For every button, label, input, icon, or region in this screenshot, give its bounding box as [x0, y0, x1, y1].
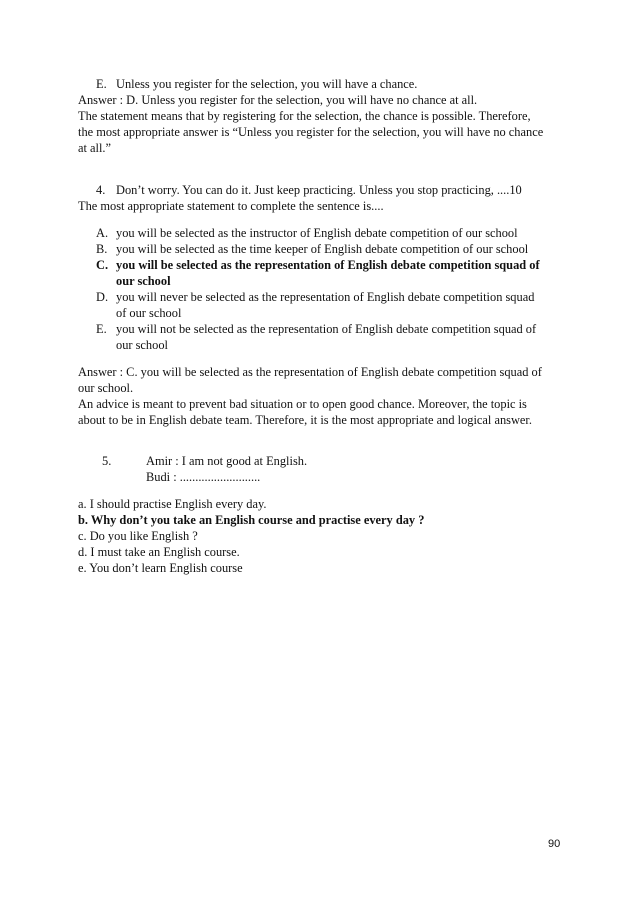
- q3-option-e-letter: E.: [96, 77, 107, 91]
- q5-option: a. I should practise English every day.: [78, 497, 267, 511]
- q3-option-e-text: Unless you register for the selection, you will have a chance.: [116, 77, 418, 91]
- q4-option-text: you will be selected as the instructor of English debate competition of our school: [116, 226, 518, 240]
- q4-number: 4.: [96, 183, 106, 197]
- q4-option-text: our school: [116, 338, 168, 352]
- q3-explanation-line: at all.”: [78, 141, 112, 155]
- q5-number: 5.: [102, 454, 112, 468]
- q3-answer: Answer : D. Unless you register for the selection, you will have no chance at all.: [78, 93, 478, 107]
- q4-stem: Don’t worry. You can do it. Just keep practicing. Unless you stop practicing, ....10: [116, 183, 522, 197]
- q4-option-text: of our school: [116, 306, 182, 320]
- q4-option-text: you will be selected as the time keeper of English debate competition of our school: [116, 242, 529, 256]
- q4-option-letter: A.: [96, 226, 109, 240]
- q4-option-text: you will never be selected as the representation of English debate competition squad: [116, 290, 535, 304]
- q4-option-letter: E.: [96, 322, 107, 336]
- q5-dialog-line: Budi : ..........................: [146, 470, 261, 484]
- page-number: 90: [548, 838, 561, 850]
- q5-option: c. Do you like English ?: [78, 529, 198, 543]
- q4-option-text-correct: our school: [116, 274, 171, 288]
- q4-answer: Answer : C. you will be selected as the representation of English debate competition squad of: [78, 365, 542, 379]
- q4-explanation-line: An advice is meant to prevent bad situation or to open good chance. Moreover, the topic is: [78, 397, 527, 411]
- q3-explanation-line: The statement means that by registering for the selection, the chance is possible. Therefore,: [78, 109, 531, 123]
- q4-answer: our school.: [78, 381, 134, 395]
- q4-option-letter-correct: C.: [96, 258, 109, 272]
- q4-option-text-correct: you will be selected as the representation of English debate competition squad of: [116, 258, 540, 272]
- q4-instruction: The most appropriate statement to complete the sentence is....: [78, 199, 384, 213]
- q5-option: e. You don’t learn English course: [78, 561, 243, 575]
- q4-option-letter: B.: [96, 242, 108, 256]
- q3-explanation-line: the most appropriate answer is “Unless you register for the selection, you will have no chance: [78, 125, 544, 139]
- q4-option-text: you will not be selected as the representation of English debate competition squad of: [116, 322, 537, 336]
- q5-dialog-line: Amir : I am not good at English.: [146, 454, 308, 468]
- q5-option-correct: b. Why don’t you take an English course and practise every day ?: [78, 513, 425, 527]
- q4-explanation-line: about to be in English debate team. Therefore, it is the most appropriate and logical answer.: [78, 413, 532, 427]
- q5-option: d. I must take an English course.: [78, 545, 240, 559]
- q4-option-letter: D.: [96, 290, 109, 304]
